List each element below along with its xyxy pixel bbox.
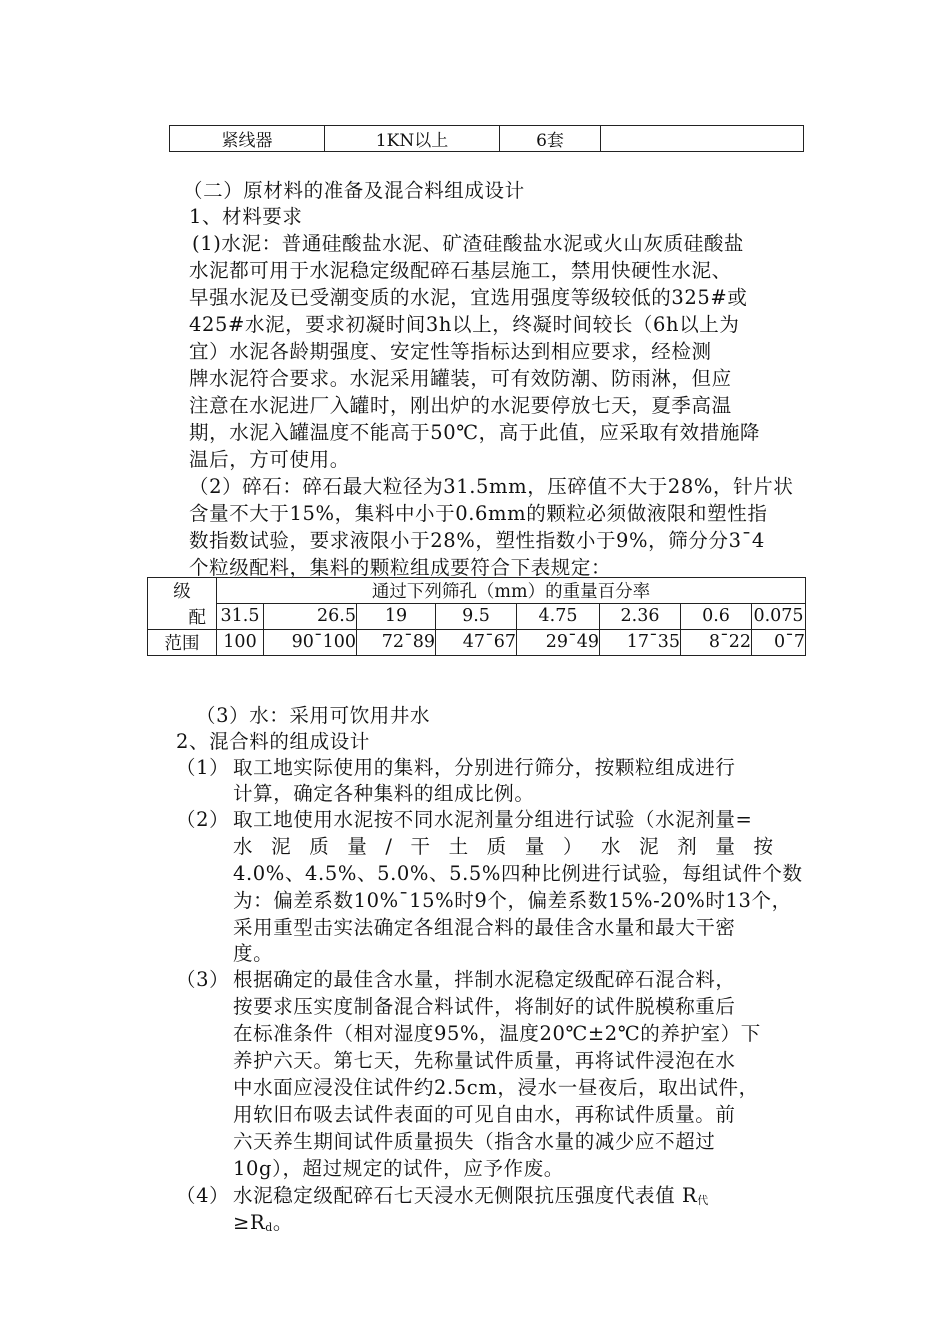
list-item-line: 六天养生期间试件质量损失（指含水量的减少应不超过 xyxy=(233,1130,716,1153)
table-row xyxy=(148,629,806,655)
table-header: 通过下列筛孔（mm）的重量百分率 xyxy=(217,578,806,604)
section-heading: （二）原材料的准备及混合料组成设计 xyxy=(183,179,525,202)
list-item-line: 养护六天。第七天，先称量试件质量，再将试件浸泡在水 xyxy=(233,1049,736,1072)
list-item-line: 采用重型击实法确定各组混合料的最佳含水量和最大干密 xyxy=(233,916,736,939)
table-cell xyxy=(601,126,804,152)
list-item-line: 为：偏差系数10%ˉ15%时9个，偏差系数15%-20%时13个， xyxy=(233,889,792,912)
paragraph-line: (1)水泥：普通硅酸盐水泥、矿渣硅酸盐水泥或火山灰质硅酸盐 xyxy=(192,232,745,255)
list-item-line: 4.0%、4.5%、5.0%、5.5%四种比例进行试验，每组试件个数 xyxy=(233,862,803,885)
table-cell: 0ˉ7 xyxy=(752,629,806,655)
paragraph-line: 425#水泥，要求初凝时间3h以上，终凝时间较长（6h以上为 xyxy=(189,313,740,336)
table-cell: 6套 xyxy=(500,126,601,152)
table-cell: 0.6 xyxy=(681,604,752,630)
list-item-line: 按要求压实度制备混合料试件，将制好的试件脱模称重后 xyxy=(233,995,736,1018)
table-cell: 90ˉ100 xyxy=(264,629,357,655)
list-item-number: （1） xyxy=(176,756,230,779)
list-item-line: 中水面应浸没住试件约2.5cm，浸水一昼夜后，取出试件， xyxy=(233,1076,759,1099)
table-cell: 26.5 xyxy=(264,604,357,630)
table-cell: 4.75 xyxy=(517,604,600,630)
table-cell: 31.5 xyxy=(217,604,264,630)
list-item-number: （4） xyxy=(176,1184,230,1207)
subscript: d xyxy=(265,1221,273,1234)
list-item-line: 用软旧布吸去试件表面的可见自由水，再称试件质量。前 xyxy=(233,1103,736,1126)
table-row xyxy=(148,604,806,630)
paragraph-line: 温后，方可使用。 xyxy=(189,448,350,471)
list-item-line: 在标准条件（相对湿度95%，温度20℃±2℃的养护室）下 xyxy=(233,1022,761,1045)
paragraph-line: （2）碎石：碎石最大粒径为31.5mm，压碎值不大于28%，针片状 xyxy=(189,475,794,498)
paragraph-line: 宜）水泥各龄期强度、安定性等指标达到相应要求，经检测 xyxy=(189,340,712,363)
list-item-text: 水泥稳定级配碎石七天浸水无侧限抗压强度代表值 R xyxy=(233,1184,698,1207)
table-cell: 配 xyxy=(148,604,217,630)
table-cell: 72ˉ89 xyxy=(357,629,436,655)
table-cell: 19 xyxy=(357,604,436,630)
table-cell: 0.075 xyxy=(752,604,806,630)
list-item-line: 10g），超过规定的试件，应予作废。 xyxy=(233,1157,564,1180)
list-item-text: ≥R xyxy=(233,1211,266,1234)
table-cell: 2.36 xyxy=(600,604,681,630)
list-item-line: 取工地实际使用的集料，分别进行筛分，按颗粒组成进行 xyxy=(233,756,736,779)
paragraph-line: 水泥都可用于水泥稳定级配碎石基层施工，禁用快硬性水泥、 xyxy=(189,259,732,282)
table-cell: 100 xyxy=(217,629,264,655)
table-cell: 9.5 xyxy=(436,604,517,630)
subscript: 代 xyxy=(697,1194,709,1207)
paragraph-line: 注意在水泥进厂入罐时，刚出炉的水泥要停放七天，夏季高温 xyxy=(189,394,732,417)
table-cell: 17ˉ35 xyxy=(600,629,681,655)
table-cell: 8ˉ22 xyxy=(681,629,752,655)
table-cell: 级 xyxy=(148,578,217,604)
list-item-line: 度。 xyxy=(233,942,274,965)
table-cell: 47ˉ67 xyxy=(436,629,517,655)
list-item-line: 水 泥 质 量 / 干 土 质 量 ） 水 泥 剂 量 按 xyxy=(233,835,780,858)
paragraph-line: 牌水泥符合要求。水泥采用罐装，可有效防潮、防雨淋，但应 xyxy=(189,367,732,390)
paragraph-line: 含量不大于15%，集料中小于0.6mm的颗粒必须做液限和塑性指 xyxy=(189,502,768,525)
list-item-number: （3） xyxy=(176,968,230,991)
table-row xyxy=(170,126,804,152)
list-item-text: 。 xyxy=(272,1211,293,1234)
paragraph-line: 数指数试验，要求液限小于28%，塑性指数小于9%，筛分分3ˉ4 xyxy=(189,529,765,552)
list-item-line xyxy=(233,1182,709,1214)
table-cell: 范围 xyxy=(148,629,217,655)
table-cell: 29ˉ49 xyxy=(517,629,600,655)
paragraph-line: 期，水泥入罐温度不能高于50℃，高于此值，应采取有效措施降 xyxy=(189,421,761,444)
subheading-mix-design: 2、混合料的组成设计 xyxy=(176,730,370,753)
list-item-line: 取工地使用水泥按不同水泥剂量分组进行试验（水泥剂量= xyxy=(233,808,753,831)
water-line: （3）水：采用可饮用井水 xyxy=(196,704,431,727)
paragraph-line: 个粒级配料，集料的颗粒组成要符合下表规定： xyxy=(189,556,612,579)
grading-table xyxy=(147,577,806,656)
list-item-line: 根据确定的最佳含水量，拌制水泥稳定级配碎石混合料， xyxy=(233,968,736,991)
subheading-material-requirements: 1、材料要求 xyxy=(189,205,303,228)
equipment-table xyxy=(169,125,804,152)
table-cell: 紧线器 xyxy=(170,126,325,152)
table-row xyxy=(148,578,806,604)
list-item-line xyxy=(233,1209,293,1241)
list-item-number: （2） xyxy=(176,808,230,831)
list-item-line: 计算，确定各种集料的组成比例。 xyxy=(233,782,535,805)
paragraph-line: 早强水泥及已受潮变质的水泥，宜选用强度等级较低的325#或 xyxy=(189,286,748,309)
table-cell: 1KN以上 xyxy=(325,126,500,152)
